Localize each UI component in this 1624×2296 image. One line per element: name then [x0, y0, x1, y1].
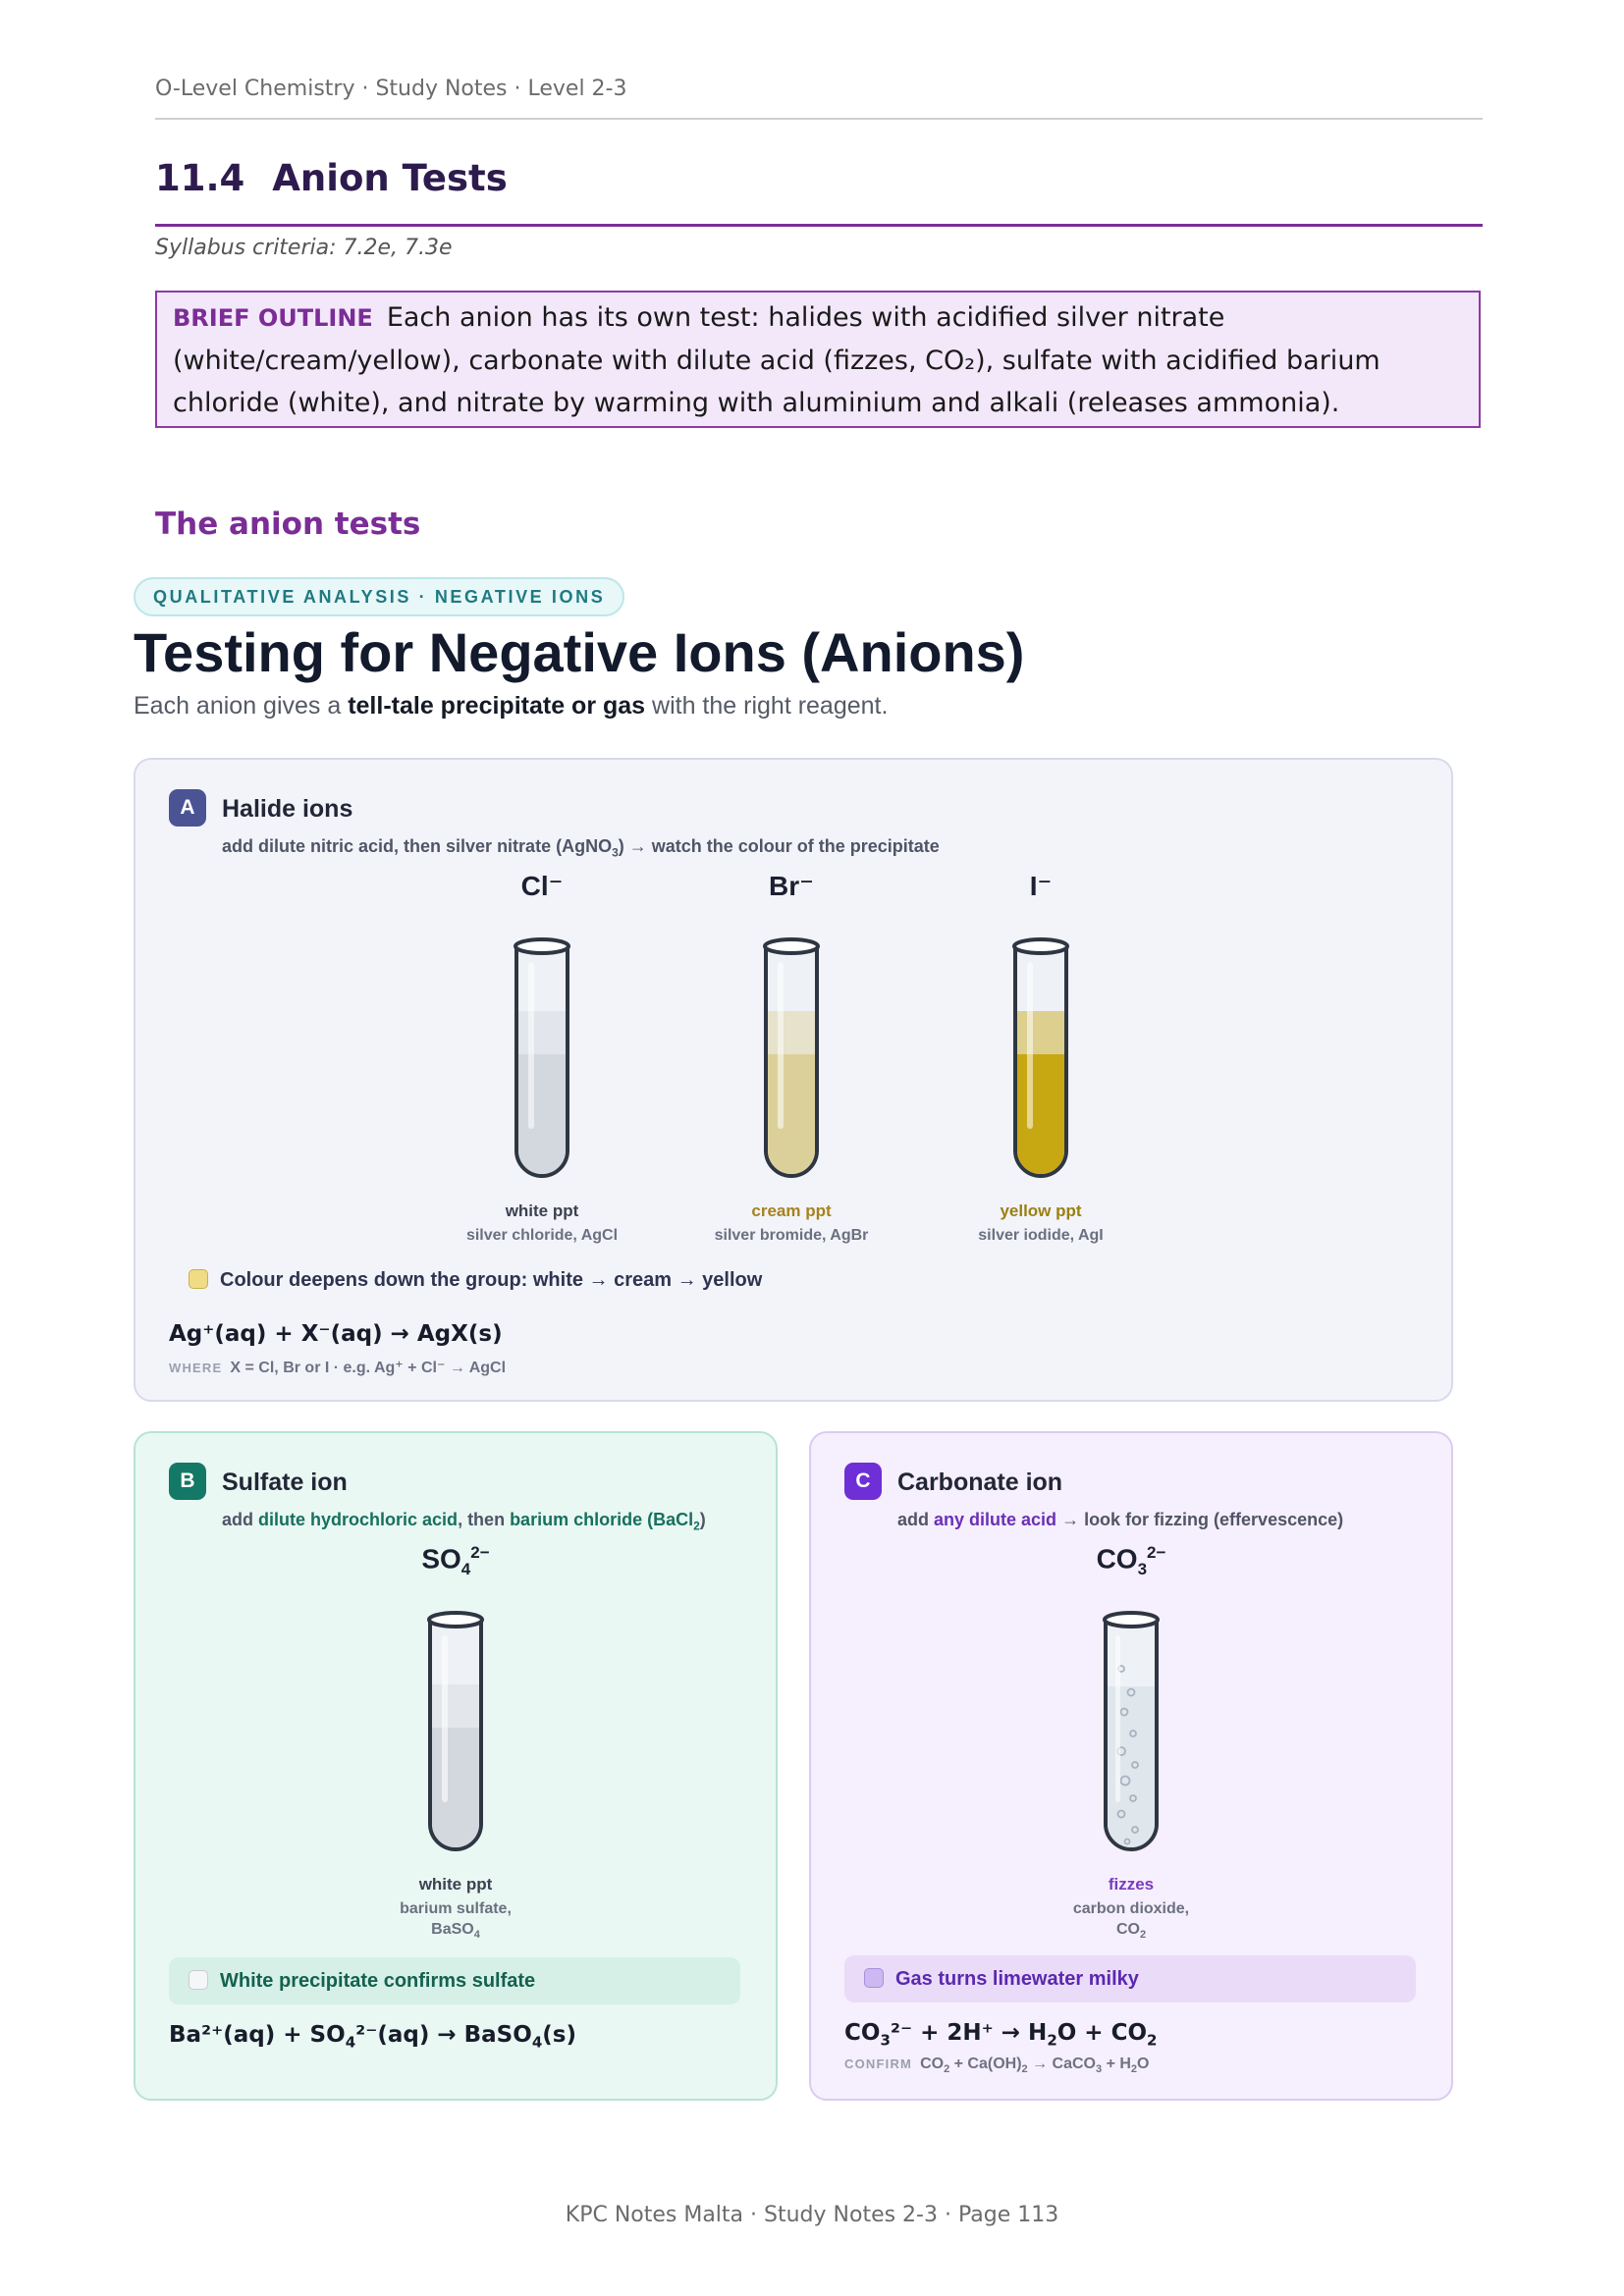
sub-3: ): [699, 1510, 706, 1529]
sulfate-card-title: Sulfate ion: [222, 1468, 348, 1496]
sub-hl1: dilute hydrochloric acid: [258, 1510, 459, 1529]
carbonate-card-title: Carbonate ion: [897, 1468, 1063, 1496]
note-swatch: [189, 1970, 208, 1990]
halide-where: [169, 1358, 506, 1377]
ion-sub: 4: [460, 1559, 471, 1578]
ion-base: SO: [421, 1543, 461, 1575]
halide-test-tube-2: [752, 933, 831, 1198]
halide-result-label-3: yellow ppt: [1000, 1201, 1082, 1220]
halide-equation: Ag⁺(aq) + X⁻(aq) → AgX(s): [169, 1321, 503, 1347]
halide-result-label-2: cream ppt: [751, 1201, 832, 1220]
eq-3: O + CO: [1056, 2020, 1148, 2046]
note-swatch: [189, 1269, 208, 1289]
ion-sup: 2−: [1147, 1543, 1166, 1562]
sub-pre: add dilute nitric acid, then silver nitrate (AgNO: [222, 836, 613, 856]
eq-sub2: 2: [1047, 2031, 1057, 2050]
halide-card-subtitle: [222, 836, 940, 860]
carbonate-card-subtitle: [897, 1510, 1343, 1530]
note-swatch: [864, 1968, 884, 1988]
halide-precipitate-3: [1017, 1054, 1064, 1174]
cs1: 2: [944, 2063, 950, 2076]
sulfate-card-subtitle: [222, 1510, 706, 1533]
sulfate-card: [134, 1431, 778, 2101]
c3: → CaCO: [1027, 2056, 1096, 2072]
sulfate-note-text: White precipitate confirms sulfate: [220, 1970, 536, 1992]
carbonate-card: [809, 1431, 1453, 2101]
brief-outline-box: [155, 291, 1481, 428]
detail-2-sub: 2: [1139, 1929, 1147, 1942]
sub-hl2-sub: 2: [693, 1519, 700, 1533]
eq-2: ²⁻(aq) → BaSO: [355, 2022, 532, 2048]
halide-card-title: Halide ions: [222, 795, 353, 823]
halide-result-detail-2: silver bromide, AgBr: [714, 1227, 869, 1244]
halide-note: [169, 1256, 1416, 1304]
eq-sub2: 4: [531, 2033, 543, 2052]
sub-hl: any dilute acid: [934, 1510, 1057, 1529]
halide-card: [134, 758, 1453, 1402]
sulfate-equation: [169, 2022, 576, 2052]
lede-post: with the right reagent.: [645, 692, 889, 720]
figure-category-pill: QUALITATIVE ANALYSIS · NEGATIVE IONS: [134, 577, 624, 616]
running-header: O-Level Chemistry · Study Notes · Level 2-3: [155, 77, 627, 101]
where-key: WHERE: [169, 1361, 223, 1375]
halide-ion-label-3: I⁻: [1029, 871, 1053, 901]
brief-outline-tag: BRIEF OUTLINE: [173, 304, 373, 332]
cs2: 2: [1021, 2063, 1028, 2076]
figure-lede: [134, 692, 888, 721]
cs4: 2: [1130, 2063, 1138, 2076]
section-title-text: Anion Tests: [272, 157, 508, 199]
halide-precipitate-1: [518, 1054, 566, 1174]
card-badge-b: B: [169, 1463, 206, 1500]
carbonate-note-text: Gas turns limewater milky: [895, 1968, 1139, 1990]
confirm-key: CONFIRM: [844, 2056, 913, 2071]
carbonate-test-tube: [1092, 1606, 1170, 1871]
sulfate-precipitate: [432, 1728, 479, 1847]
carbonate-result-label: fizzes: [1108, 1875, 1155, 1894]
lede-bold: tell-tale precipitate or gas: [348, 692, 646, 720]
halide-precipitate-2: [768, 1054, 815, 1174]
halide-test-tube-3: [1001, 933, 1080, 1198]
section-title: [155, 157, 508, 199]
card-badge-c: C: [844, 1463, 882, 1500]
c5: O: [1137, 2056, 1150, 2072]
sub-1: add: [897, 1510, 935, 1529]
halide-note-text: Colour deepens down the group: white → cream → yellow: [220, 1269, 763, 1291]
halide-test-tube-1: [503, 933, 581, 1198]
sulfate-ion-label: [397, 1543, 514, 1579]
syllabus-criteria: Syllabus criteria: 7.2e, 7.3e: [155, 236, 453, 260]
halide-result-detail-3: silver iodide, AgI: [978, 1227, 1104, 1244]
ion-sub: 3: [1137, 1559, 1148, 1578]
detail-1: carbon dioxide,: [1072, 1900, 1190, 1917]
carbonate-note: [844, 1955, 1416, 2002]
halide-ion-label-1: Cl⁻: [520, 871, 564, 901]
sub-1: add: [222, 1510, 259, 1529]
header-divider: [155, 118, 1483, 120]
sulfate-note: [169, 1957, 740, 2004]
carbonate-equation: [844, 2020, 1157, 2050]
halide-result-detail-1: silver chloride, AgCl: [465, 1227, 619, 1244]
halide-result-label-1: white ppt: [505, 1201, 579, 1220]
figure-title: Testing for Negative Ions (Anions): [134, 621, 1025, 683]
section-number: 11.4: [155, 157, 245, 199]
where-text: X = Cl, Br or I · e.g. Ag⁺ + Cl⁻ → AgCl: [230, 1360, 507, 1376]
carbonate-ion-label: [1072, 1543, 1190, 1579]
carbonate-result-detail: [1023, 1898, 1239, 1946]
card-badge-a: A: [169, 789, 206, 827]
c4: + H: [1102, 2056, 1131, 2072]
detail-2-base: CO: [1115, 1921, 1140, 1938]
sub-post: ) → watch the colour of the precipitate: [618, 836, 940, 856]
sub-2: → look for fizzing (effervescence): [1056, 1510, 1344, 1529]
eq-sub1: 3: [880, 2031, 891, 2050]
cs3: 3: [1096, 2063, 1103, 2076]
halide-ion-label-2: Br⁻: [769, 871, 814, 901]
section-divider: [155, 224, 1483, 227]
eq-1: Ba²⁺(aq) + SO: [169, 2022, 346, 2048]
ion-base: CO: [1096, 1543, 1138, 1575]
eq-3: (s): [542, 2022, 576, 2048]
sulfate-test-tube: [416, 1606, 495, 1871]
c1: CO: [920, 2056, 945, 2072]
eq-sub3: 2: [1147, 2031, 1158, 2050]
detail-2-base: BaSO: [431, 1921, 474, 1938]
detail-2-sub: 4: [473, 1929, 480, 1942]
page-footer: KPC Notes Malta · Study Notes 2-3 · Page 113: [565, 2203, 1059, 2227]
carbonate-solution: [1108, 1686, 1155, 1847]
sub-2: , then: [458, 1510, 511, 1529]
carbonate-confirm: [844, 2056, 1150, 2075]
detail-1: barium sulfate,: [400, 1900, 512, 1917]
eq-2: ²⁻ + 2H⁺ → H: [890, 2020, 1048, 2046]
ion-sup: 2−: [470, 1543, 490, 1562]
sub-subscript: 3: [612, 845, 619, 860]
lede-pre: Each anion gives a: [134, 692, 349, 720]
sulfate-result-detail: [348, 1898, 564, 1946]
sulfate-result-label: white ppt: [418, 1875, 493, 1894]
sub-hl2: barium chloride (BaCl: [510, 1510, 694, 1529]
brief-outline-text: Each anion has its own test: halides with acidified silver nitrate (white/cream/yellow), carbonate with dilute acid (fizzes, CO₂), sulfate with acidified barium chloride (white), and nitrate by warming with aluminium and alkali (releases ammonia).: [173, 302, 1380, 418]
eq-sub: 4: [345, 2033, 356, 2052]
c2: + Ca(OH): [949, 2056, 1022, 2072]
eq-1: CO: [844, 2020, 881, 2046]
subheading: The anion tests: [155, 507, 421, 542]
